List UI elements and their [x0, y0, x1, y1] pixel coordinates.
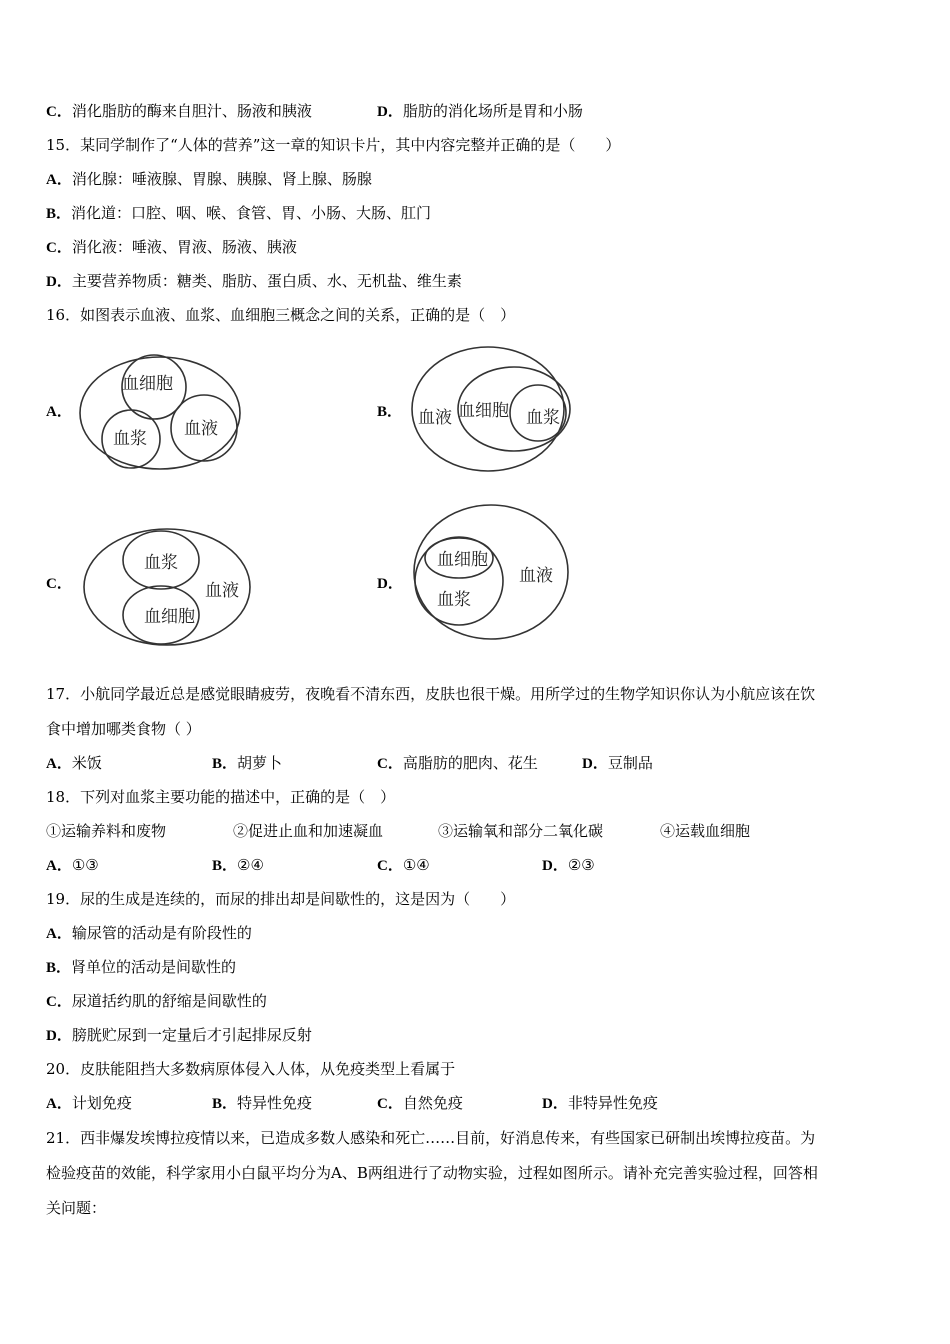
q16-diagram-c	[82, 525, 257, 650]
plasma-label: 血浆	[144, 553, 178, 573]
option-text: 脂肪的消化场所是胃和小肠	[402, 102, 583, 120]
q18-item-3: ③运输氧和部分二氧化碳	[438, 822, 604, 840]
option-text: 消化液：唾液、胃液、肠液、胰液	[71, 238, 297, 256]
option-label: C．	[377, 858, 403, 874]
q14-option-c	[46, 101, 312, 122]
q16-stem: 16．如图表示血液、血浆、血细胞三概念之间的关系，正确的是（ ）	[46, 306, 516, 324]
option-label: B．	[212, 858, 238, 874]
option-text: ②④	[237, 856, 264, 874]
option-text: 输尿管的活动是有阶段性的	[71, 924, 252, 942]
q17-option-b	[212, 753, 282, 774]
blood-label: 血液	[418, 408, 452, 428]
q19-option-b	[46, 957, 236, 978]
q18-item-1: ①运输养料和废物	[46, 822, 167, 840]
q19-option-c	[46, 991, 267, 1012]
cells-label: 血细胞	[144, 607, 195, 627]
option-label: A．	[46, 858, 72, 874]
option-text: 膀胱贮尿到一定量后才引起排尿反射	[71, 1026, 312, 1044]
option-label: A．	[46, 1096, 72, 1112]
q21-stem-line3: 关问题：	[46, 1199, 107, 1217]
q21-stem-line2: 检验疫苗的效能，科学家用小白鼠平均分为A、B两组进行了动物实验，过程如图所示。请补充完善实验过程，回答相	[46, 1164, 818, 1182]
q18-item-4: ④运载血细胞	[660, 822, 751, 840]
option-label: C．	[46, 994, 72, 1010]
option-text: ②③	[567, 856, 595, 874]
q21-stem-line1: 21．西非爆发埃博拉疫情以来，已造成多数人感染和死亡……目前，好消息传来，有些国家已研制出埃博拉疫苗。为	[46, 1129, 816, 1147]
q19-stem: 19．尿的生成是连续的，而尿的排出却是间歇性的，这是因为（ ）	[46, 890, 516, 908]
q17-option-d	[582, 753, 653, 774]
q18-option-d	[542, 855, 595, 876]
option-text: 消化脂肪的酶来自胆汁、肠液和胰液	[71, 102, 312, 120]
option-label: A．	[46, 926, 72, 942]
plasma-label: 血浆	[437, 590, 471, 610]
q20-option-a	[46, 1093, 132, 1114]
option-label: B．	[212, 756, 238, 772]
q17-option-c	[377, 753, 538, 774]
q18-item-2: ②促进止血和加速凝血	[233, 822, 384, 840]
blood-label: 血液	[519, 566, 553, 586]
q16-diagram-b	[410, 345, 570, 475]
option-label: D．	[46, 1028, 72, 1044]
option-label: C．	[46, 240, 72, 256]
option-label: B．	[46, 206, 72, 222]
q14-option-d	[377, 101, 583, 122]
option-text: ①③	[71, 856, 99, 874]
option-text: 尿道括约肌的舒缩是间歇性的	[71, 992, 267, 1010]
q20-option-c	[377, 1093, 463, 1114]
cells-label: 血细胞	[437, 550, 488, 570]
q15-option-b	[46, 203, 431, 224]
option-label: D．	[542, 1096, 568, 1112]
q18-stem: 18．下列对血浆主要功能的描述中，正确的是（ ）	[46, 788, 396, 806]
q16-diagram-a	[78, 355, 248, 475]
option-text: 肾单位的活动是间歇性的	[71, 958, 237, 976]
option-text: 主要营养物质：糖类、脂肪、蛋白质、水、无机盐、维生素	[71, 272, 462, 290]
q15-option-d	[46, 271, 462, 292]
q17-stem-line1: 17．小航同学最近总是感觉眼睛疲劳，夜晚看不清东西，皮肤也很干燥。用所学过的生物学知识你认为小航应该在饮	[46, 685, 816, 703]
option-label: C．	[377, 1096, 403, 1112]
option-label: D．	[582, 756, 608, 772]
q16-label-d: D．	[377, 576, 403, 592]
q16-label-b: B．	[377, 404, 403, 420]
option-text: 计划免疫	[71, 1094, 132, 1112]
option-text: 非特异性免疫	[567, 1094, 658, 1112]
q15-option-a	[46, 169, 372, 190]
q19-option-a	[46, 923, 252, 944]
option-text: 胡萝卜	[237, 754, 283, 772]
q20-stem: 20．皮肤能阻挡大多数病原体侵入人体，从免疫类型上看属于	[46, 1060, 456, 1078]
option-text: 高脂肪的肥肉、花生	[402, 754, 538, 772]
option-text: 消化道：口腔、咽、喉、食管、胃、小肠、大肠、肛门	[71, 204, 432, 222]
option-label: A．	[46, 756, 72, 772]
blood-label: 血液	[184, 419, 218, 439]
blood-label: 血液	[205, 581, 239, 601]
q17-stem-line2: 食中增加哪类食物（ ）	[46, 720, 201, 738]
option-text: 豆制品	[607, 754, 653, 772]
q20-option-d	[542, 1093, 658, 1114]
option-label: D．	[542, 858, 568, 874]
option-label: A．	[46, 172, 72, 188]
q18-option-a	[46, 855, 99, 876]
option-label: C．	[377, 756, 403, 772]
q17-option-a	[46, 753, 102, 774]
q16-diagram-d	[413, 505, 573, 645]
option-label: B．	[46, 960, 72, 976]
q20-option-b	[212, 1093, 312, 1114]
option-label: D．	[46, 274, 72, 290]
q18-option-b	[212, 855, 264, 876]
q15-stem: 15．某同学制作了“人体的营养”这一章的知识卡片，其中内容完整并正确的是（ ）	[46, 136, 621, 154]
q16-label-a: A．	[46, 404, 72, 420]
cells-label: 血细胞	[122, 374, 173, 394]
option-label: D．	[377, 104, 403, 120]
cells-label: 血细胞	[458, 401, 509, 421]
option-text: 消化腺：唾液腺、胃腺、胰腺、肾上腺、肠腺	[71, 170, 372, 188]
q19-option-d	[46, 1025, 312, 1046]
option-text: ①④	[402, 856, 430, 874]
q15-option-c	[46, 237, 297, 258]
option-text: 特异性免疫	[237, 1094, 313, 1112]
plasma-label: 血浆	[113, 429, 147, 449]
option-text: 米饭	[71, 754, 102, 772]
option-label: B．	[212, 1096, 238, 1112]
q16-label-c: C．	[46, 576, 72, 592]
plasma-label: 血浆	[526, 408, 560, 428]
option-label: C．	[46, 104, 72, 120]
option-text: 自然免疫	[402, 1094, 463, 1112]
q18-option-c	[377, 855, 430, 876]
